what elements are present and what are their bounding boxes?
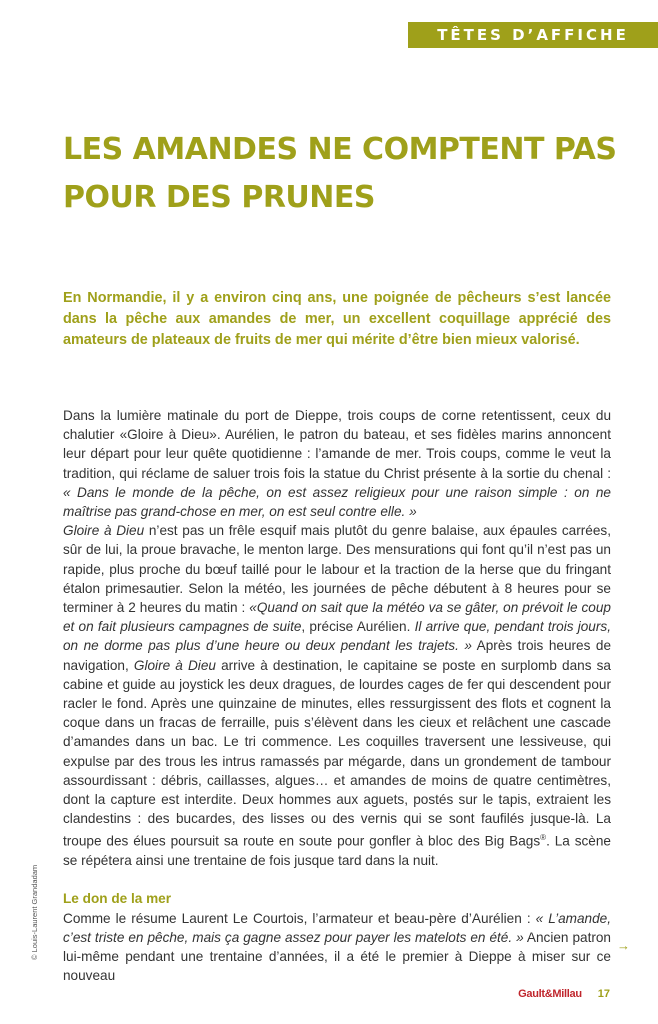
continue-arrow-icon: →: [617, 938, 630, 953]
article-title: [63, 126, 623, 222]
article-lead: En Normandie, il y a environ cinq ans, une poignée de pêcheurs s’est lancée dans la pêche aux amandes de mer, un excellent coquillage apprécié des amateurs de plateaux de fruits de mer qui mérite d’être bien mieux valorisé.: [63, 290, 611, 348]
registered-mark: ®: [540, 833, 547, 843]
photo-credit: © Louis-Laurent Grandadam: [30, 864, 39, 960]
paragraph-2-text-c: Après trois heures de navigation,: [63, 638, 611, 673]
page-number: 17: [597, 988, 610, 1000]
paragraph-2-text-b: , précise Aurélien.: [301, 619, 415, 635]
paragraph-1: [63, 406, 611, 521]
section-label: TÊTES D’AFFICHE: [408, 22, 658, 48]
paragraph-1-quote: « Dans le monde de la pêche, on est assez religieux pour une raison simple : on ne maîtrise pas grand-chose en mer, on est seul contre elle. »: [63, 484, 611, 520]
paragraph-3-text-b: Ancien patron lui-même pendant une trentaine d’années, il a été le premier à Dieppe à miser sur ce nouveau: [63, 929, 611, 984]
paragraph-3: [63, 909, 611, 986]
boat-name: Gloire à Dieu: [63, 523, 145, 539]
brand-logo: Gault&Millau: [518, 988, 582, 1000]
paragraph-3-quote: « L’amande, c’est triste en pêche, mais ça gagne assez pour payer les matelots en été. »: [63, 910, 611, 945]
paragraph-1-text: Dans la lumière matinale du port de Dieppe, trois coups de corne retentissent, ceux du chalutier «Gloire à Dieu». Aurélien, le patron du bateau, et ses fidèles marins annoncent leur départ pour leur quête quotidienne : l’amande de mer. Trois coups, comme le veut la tradition, qui réclame de saluer trois fois la statue du Christ présente à la sortie du chenal :: [63, 408, 611, 481]
title-line-1: LES AMANDES NE COMPTENT PAS: [63, 132, 617, 167]
paragraph-2-quote-1: «Quand on sait que la météo va se gâter, on prévoit le coup et on fait plusieurs campagnes de suite: [63, 600, 611, 635]
paragraph-2-text-e: . La scène se répétera ainsi une trentaine de fois jusque tard dans la nuit.: [63, 834, 611, 869]
paragraph-2: [63, 521, 611, 870]
paragraph-2-text-a: n’est pas un frêle esquif mais plutôt du genre balaise, aux épaules carrées, sûr de lui, la proue bravache, le menton large. Des mensurations qui font qu’il n’est pas un rapide, plus proche du bœuf taillé pour le labour et la traction de la herse que du fringant étalon primesautier. Selon la météo, les journées de pêche débutent à 8 heures pour se terminer à 2 heures du matin :: [63, 523, 611, 616]
subheading: Le don de la mer: [63, 891, 172, 907]
paragraph-2-quote-2: Il arrive que, pendant trois jours, on ne dorme pas plus d’une heure ou deux pendant les trajets. »: [63, 619, 611, 654]
paragraph-3-text-a: Comme le résume Laurent Le Courtois, l’armateur et beau-père d’Aurélien :: [63, 910, 536, 926]
boat-name: Gloire à Dieu: [133, 657, 216, 673]
article-body: [63, 406, 611, 985]
title-line-2: POUR DES PRUNES: [63, 180, 375, 215]
paragraph-2-text-d: arrive à destination, le capitaine se poste en surplomb dans sa cabine et guide au joystick les deux dragues, de lourdes cages de fer qui descendent pour racler le fond. Après une quinzaine de minutes, elles ressurgissent des flots et cognent la coque dans un fracas de ferraille, puis s’élèvent dans les cieux et relâchent une cascade d’amandes dans un bac. Le tri commence. Les coquilles traversent une lessiveuse, qui expulse par des trous les intrus ramassés par mégarde, dans un grondement de tambour assourdissant : débris, caillasses, algues… et amandes de moins de quatre centimètres, dont la capture est interdite. Deux hommes aux aguets, postés sur le tapis, extraient les clandestins : des bucardes, des lisses ou des vernis qui se sont faufilés jusque-là. La troupe des élues poursuit sa route en soute pour gonfler à bloc des Big Bags: [63, 657, 611, 849]
page-footer: [518, 988, 610, 1000]
